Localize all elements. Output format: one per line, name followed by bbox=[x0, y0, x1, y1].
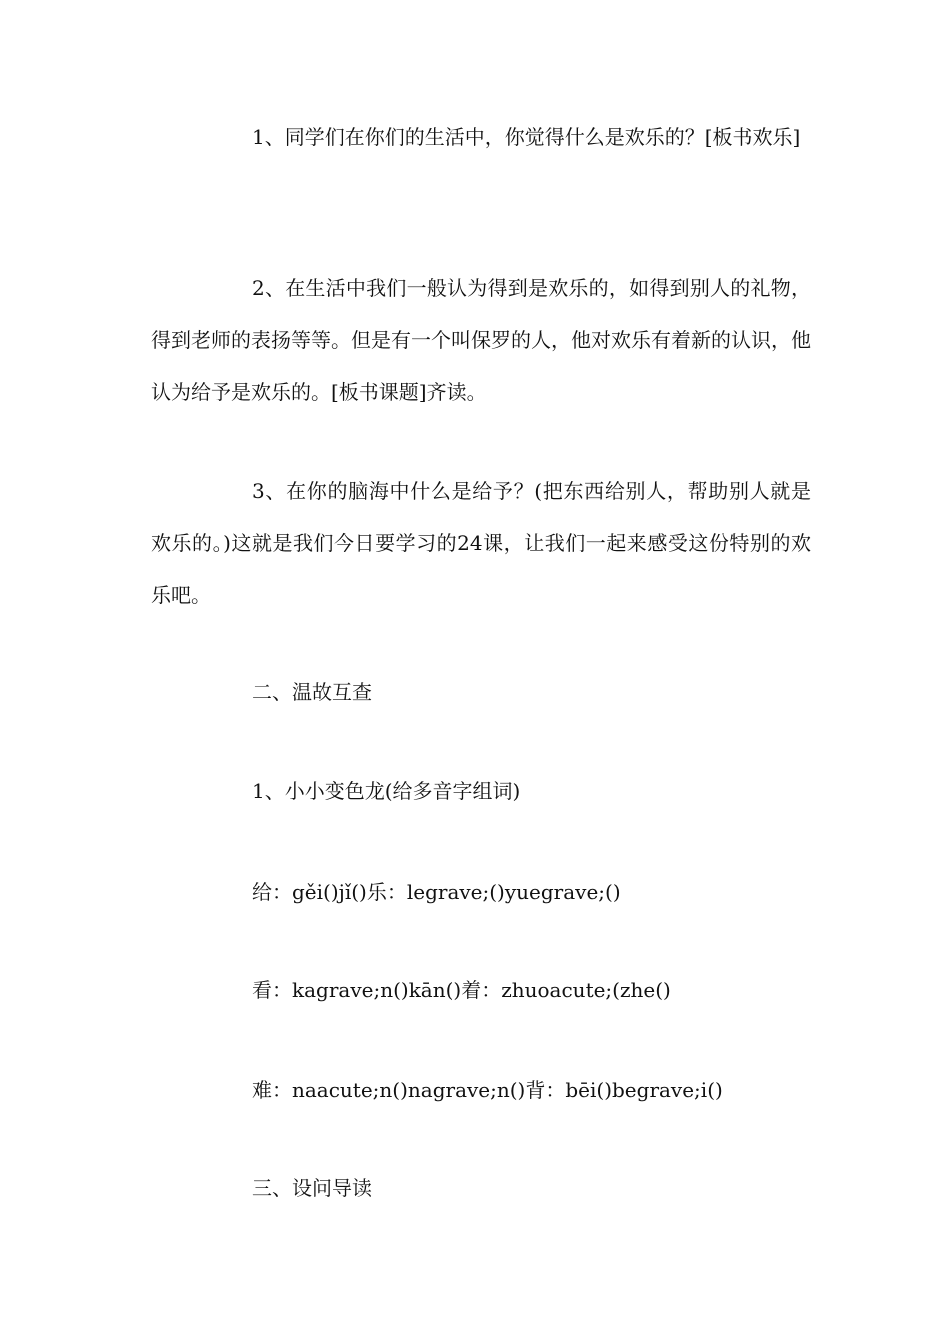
exercise-heading-polyphones: 1、小小变色龙(给多音字组词) bbox=[252, 779, 521, 803]
paragraph-giving-question: 3、在你的脑海中什么是给予？(把东西给别人，帮助别人就是欢乐的。)这就是我们今日要学习的24课，让我们一起来感受这份特别的欢乐吧。 bbox=[151, 479, 811, 607]
exercise-line-nan-bei: 难：naacute;n()nagrave;n()背：bēi()begrave;i() bbox=[252, 1078, 723, 1102]
exercise-line-kan-zhe: 看：kagrave;n()kān()着：zhuoacute;(zhe() bbox=[252, 978, 671, 1002]
paragraph-getting-joy: 2、在生活中我们一般认为得到是欢乐的，如得到别人的礼物，得到老师的表扬等等。但是有一个叫保罗的人，他对欢乐有着新的认识，他认为给予是欢乐的。[板书课题]齐读。 bbox=[151, 276, 811, 404]
exercise-line-gei-le: 给：gěi()jǐ()乐：legrave;()yuegrave;() bbox=[252, 880, 621, 904]
section-heading-review: 二、温故互查 bbox=[252, 680, 372, 704]
paragraph-intro-question: 1、同学们在你们的生活中，你觉得什么是欢乐的？[板书欢乐] bbox=[252, 125, 801, 149]
section-heading-guided-reading: 三、设问导读 bbox=[252, 1176, 372, 1200]
